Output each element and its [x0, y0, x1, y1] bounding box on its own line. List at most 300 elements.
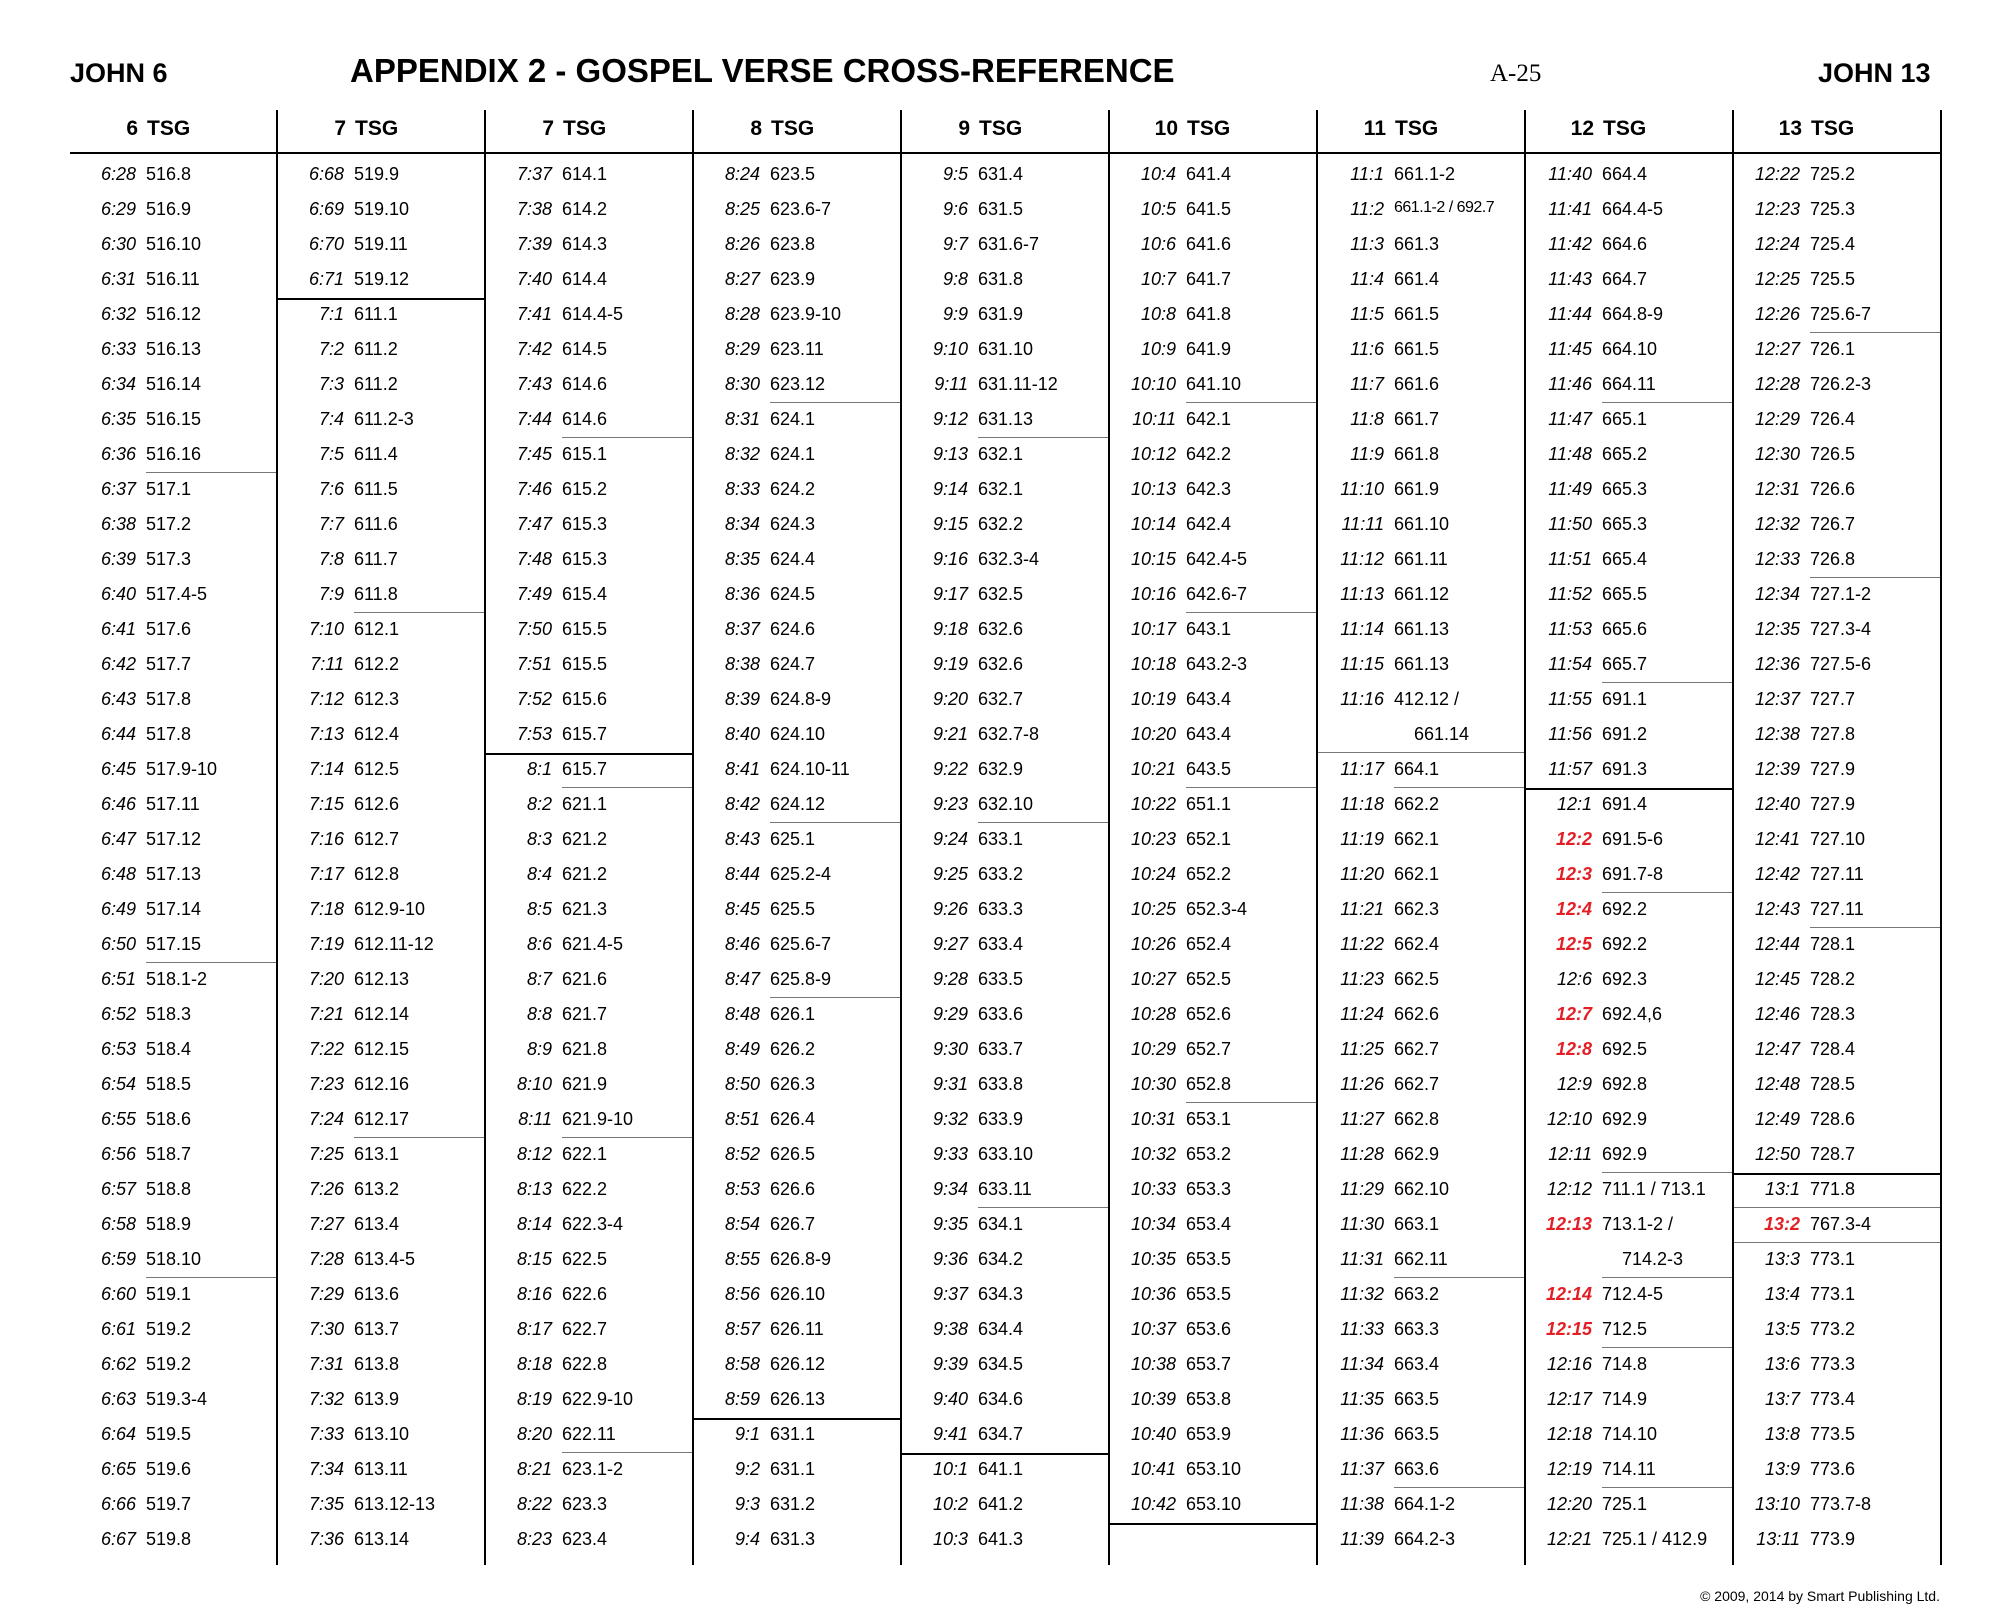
table-row: [694, 1033, 902, 1068]
verse-reference: 12:33: [1754, 549, 1800, 569]
tsg-reference: 712.5: [1602, 1319, 1648, 1339]
verse-reference: 9:24: [932, 829, 968, 849]
table-row: [1734, 683, 1942, 718]
table-row: [70, 193, 278, 228]
table-row: [1734, 753, 1942, 788]
tsg-reference: 614.4-5: [562, 304, 624, 324]
table-row: [1318, 788, 1526, 823]
tsg-reference: 518.5: [146, 1074, 192, 1094]
tsg-reference: 611.7: [354, 549, 398, 569]
verse-reference: 6:70: [308, 234, 344, 254]
verse-reference: 9:6: [942, 199, 968, 219]
verse-reference: 6:48: [100, 864, 136, 884]
tsg-reference: 615.5: [562, 619, 608, 639]
verse-reference: 7:44: [516, 409, 552, 429]
verse-reference: 6:30: [100, 234, 136, 254]
tsg-reference: 633.3: [978, 899, 1024, 919]
column-tsg-label: TSG: [979, 117, 1023, 140]
table-column: [1318, 110, 1526, 1565]
verse-reference: 13:3: [1764, 1249, 1800, 1269]
verse-reference: 7:34: [308, 1459, 344, 1479]
table-row: [70, 683, 278, 718]
table-row: [1110, 858, 1318, 893]
verse-reference: 13:11: [1756, 1529, 1800, 1549]
verse-reference: 11:16: [1340, 689, 1384, 709]
table-row: [278, 1383, 486, 1418]
table-row: [1110, 473, 1318, 508]
tsg-reference: 634.2: [978, 1249, 1024, 1269]
table-row: [694, 473, 902, 508]
verse-reference: 12:22: [1754, 164, 1800, 184]
table-row: [486, 1348, 694, 1383]
tsg-reference: 652.5: [1186, 969, 1232, 989]
verse-reference: 12:9: [1556, 1074, 1592, 1094]
verse-reference: 13:5: [1764, 1319, 1800, 1339]
verse-reference: 8:24: [724, 164, 760, 184]
table-row: [486, 298, 694, 333]
table-row: [1318, 753, 1526, 788]
tsg-reference: 773.2: [1810, 1319, 1856, 1339]
tsg-reference: 622.7: [562, 1319, 608, 1339]
verse-reference: 10:1: [932, 1459, 968, 1479]
verse-reference: 9:10: [932, 339, 968, 359]
table-row: [694, 753, 902, 788]
verse-reference: 9:34: [932, 1179, 968, 1199]
tsg-reference: 664.1-2: [1394, 1494, 1456, 1514]
verse-reference: 6:31: [100, 269, 136, 289]
table-row: [70, 578, 278, 613]
table-row: [1318, 158, 1526, 193]
tsg-reference: 612.2: [354, 654, 400, 674]
verse-reference: 10:31: [1130, 1109, 1176, 1129]
tsg-reference: 623.1-2: [562, 1459, 624, 1479]
verse-reference: 8:18: [516, 1354, 552, 1374]
table-row: [1110, 1348, 1318, 1383]
verse-reference: 10:30: [1130, 1074, 1176, 1094]
verse-reference: 10:36: [1130, 1284, 1176, 1304]
verse-reference: 6:57: [100, 1179, 136, 1199]
tsg-reference: 622.3-4: [562, 1214, 624, 1234]
table-row: [486, 228, 694, 263]
verse-reference: 7:35: [308, 1494, 344, 1514]
tsg-reference: 517.15: [146, 934, 202, 954]
verse-reference: 8:10: [516, 1074, 552, 1094]
tsg-reference: 519.11: [354, 234, 408, 254]
table-row: [278, 1523, 486, 1558]
tsg-reference: 661.13: [1394, 654, 1450, 674]
tsg-reference: 517.8: [146, 689, 192, 709]
verse-reference: 11:5: [1350, 304, 1384, 324]
tsg-reference: 632.9: [978, 759, 1024, 779]
table-row: [70, 508, 278, 543]
tsg-reference: 728.4: [1810, 1039, 1856, 1059]
table-row: [1318, 1348, 1526, 1383]
verse-reference: 11:35: [1340, 1389, 1384, 1409]
verse-reference: 12:4: [1555, 899, 1592, 919]
verse-reference: 10:13: [1130, 479, 1176, 499]
tsg-reference: 612.6: [354, 794, 400, 814]
table-row: [1318, 1243, 1526, 1278]
table-row: [70, 1243, 278, 1278]
verse-reference: 7:29: [308, 1284, 344, 1304]
verse-reference: 6:54: [100, 1074, 136, 1094]
tsg-reference: 633.5: [978, 969, 1024, 989]
table-row: [1110, 753, 1318, 788]
verse-reference: 9:32: [932, 1109, 968, 1129]
cross-reference-table: [70, 110, 1940, 1565]
verse-reference: 11:37: [1340, 1459, 1384, 1479]
tsg-reference: 517.11: [146, 794, 200, 814]
tsg-reference: 518.1-2: [146, 969, 208, 989]
tsg-reference: 615.3: [562, 549, 608, 569]
tsg-reference: 653.6: [1186, 1319, 1232, 1339]
tsg-reference: 662.6: [1394, 1004, 1440, 1024]
verse-reference: 7:47: [516, 514, 552, 534]
tsg-reference: 652.7: [1186, 1039, 1232, 1059]
table-row: [1110, 1523, 1318, 1558]
tsg-reference: 653.1: [1186, 1109, 1232, 1129]
table-row: [1526, 473, 1734, 508]
verse-reference: 7:37: [516, 164, 552, 184]
verse-reference: 7:14: [308, 759, 344, 779]
verse-reference: 8:32: [724, 444, 760, 464]
tsg-reference: 691.1: [1602, 689, 1648, 709]
verse-reference: 6:47: [100, 829, 136, 849]
verse-reference: 10:3: [932, 1529, 968, 1549]
table-row: [486, 1243, 694, 1278]
tsg-reference: 771.8: [1810, 1179, 1856, 1199]
verse-reference: 12:38: [1754, 724, 1800, 744]
verse-reference: 11:11: [1341, 514, 1384, 534]
verse-reference: 8:30: [724, 374, 760, 394]
table-row: [486, 158, 694, 193]
verse-reference: 12:19: [1546, 1459, 1592, 1479]
verse-reference: 11:51: [1548, 549, 1592, 569]
table-row: [1526, 1243, 1734, 1278]
verse-reference: 9:33: [932, 1144, 968, 1164]
tsg-reference: 642.1: [1186, 409, 1232, 429]
tsg-reference: 632.1: [978, 479, 1024, 499]
verse-reference: 10:6: [1140, 234, 1176, 254]
tsg-reference: 622.5: [562, 1249, 608, 1269]
tsg-reference: 621.9-10: [562, 1109, 634, 1129]
table-row: [1734, 823, 1942, 858]
verse-reference: 9:16: [932, 549, 968, 569]
verse-reference: 7:23: [308, 1074, 344, 1094]
table-row: [1526, 543, 1734, 578]
table-row: [902, 1313, 1110, 1348]
tsg-reference: 725.4: [1810, 234, 1856, 254]
table-row: [694, 333, 902, 368]
table-row: [70, 228, 278, 263]
table-row: [1110, 683, 1318, 718]
verse-reference: 7:33: [308, 1424, 344, 1444]
verse-reference: 9:27: [932, 934, 968, 954]
table-row: [1526, 823, 1734, 858]
tsg-reference: 519.8: [146, 1529, 192, 1549]
table-row: [1734, 403, 1942, 438]
verse-reference: 7:16: [308, 829, 344, 849]
verse-reference: 7:11: [310, 654, 344, 674]
verse-reference: 10:28: [1130, 1004, 1176, 1024]
tsg-reference: 631.11-12: [978, 374, 1058, 394]
tsg-reference: 728.1: [1810, 934, 1856, 954]
table-row: [486, 578, 694, 613]
column-divider: [692, 110, 694, 1565]
verse-reference: 7:25: [308, 1144, 344, 1164]
tsg-reference: 728.6: [1810, 1109, 1856, 1129]
table-row: [1110, 718, 1318, 753]
verse-reference: 12:45: [1754, 969, 1800, 989]
table-row: [694, 1348, 902, 1383]
verse-reference: 12:11: [1548, 1144, 1592, 1164]
table-row: [70, 613, 278, 648]
table-row: [1110, 1208, 1318, 1243]
column-header: [694, 110, 902, 154]
tsg-reference: 519.2: [146, 1319, 192, 1339]
verse-reference: 7:8: [318, 549, 344, 569]
verse-reference: 8:13: [516, 1179, 552, 1199]
table-row: [486, 823, 694, 858]
verse-reference: 11:50: [1548, 514, 1592, 534]
verse-reference: 11:48: [1548, 444, 1592, 464]
tsg-reference: 652.3-4: [1186, 899, 1248, 919]
verse-reference: 11:7: [1350, 374, 1384, 394]
table-row: [1526, 1348, 1734, 1383]
tsg-reference: 626.4: [770, 1109, 816, 1129]
table-row: [1110, 298, 1318, 333]
table-row: [1526, 1523, 1734, 1558]
table-row: [1318, 508, 1526, 543]
tsg-reference: 661.9: [1394, 479, 1440, 499]
column-header: [1526, 110, 1734, 154]
tsg-reference: 517.9-10: [146, 759, 218, 779]
table-row: [278, 963, 486, 998]
verse-reference: 6:56: [100, 1144, 136, 1164]
table-row: [1526, 333, 1734, 368]
verse-reference: 13:10: [1754, 1494, 1800, 1514]
tsg-reference: 634.6: [978, 1389, 1024, 1409]
verse-reference: 11:52: [1548, 584, 1592, 604]
table-row: [902, 578, 1110, 613]
verse-reference: 6:36: [100, 444, 136, 464]
tsg-reference: 661.5: [1394, 304, 1440, 324]
verse-reference: 11:18: [1340, 794, 1384, 814]
verse-reference: 9:29: [932, 1004, 968, 1024]
column-chapter-number: 6: [126, 117, 138, 140]
table-row: [1110, 1488, 1318, 1525]
table-row: [1110, 543, 1318, 578]
verse-reference: 11:42: [1548, 234, 1592, 254]
tsg-reference: 727.1-2: [1810, 584, 1872, 604]
tsg-reference: 613.4-5: [354, 1249, 416, 1269]
tsg-reference: 727.9: [1810, 759, 1856, 779]
tsg-reference: 661.12: [1394, 584, 1450, 604]
tsg-reference: 653.3: [1186, 1179, 1232, 1199]
table-row: [694, 1208, 902, 1243]
verse-reference: 11:54: [1548, 654, 1592, 674]
verse-reference: 11:43: [1548, 269, 1592, 289]
table-row: [1526, 1488, 1734, 1523]
verse-reference: 12:24: [1754, 234, 1800, 254]
tsg-reference: 727.11: [1810, 864, 1864, 884]
verse-reference: 12:37: [1754, 689, 1800, 709]
table-row: [694, 928, 902, 963]
table-row: [70, 158, 278, 193]
tsg-reference: 661.1-2 / 692.7: [1394, 199, 1495, 216]
tsg-reference: 773.3: [1810, 1354, 1856, 1374]
tsg-reference: 643.2-3: [1186, 654, 1248, 674]
verse-reference: 10:2: [932, 1494, 968, 1514]
tsg-reference: 653.10: [1186, 1459, 1242, 1479]
verse-reference: 10:32: [1130, 1144, 1176, 1164]
table-column: [486, 110, 694, 1565]
verse-reference: 6:71: [308, 269, 344, 289]
table-row: [902, 1523, 1110, 1558]
verse-reference: 6:39: [100, 549, 136, 569]
tsg-reference: 622.1: [562, 1144, 608, 1164]
verse-reference: 12:6: [1556, 969, 1592, 989]
verse-reference: 7:30: [308, 1319, 344, 1339]
tsg-reference: 613.14: [354, 1529, 410, 1549]
verse-reference: 7:32: [308, 1389, 344, 1409]
table-row: [278, 1173, 486, 1208]
table-row: [1526, 998, 1734, 1033]
tsg-reference: 767.3-4: [1810, 1214, 1872, 1234]
tsg-reference: 631.2: [770, 1494, 816, 1514]
verse-reference: 7:13: [308, 724, 344, 744]
verse-reference: 10:19: [1130, 689, 1176, 709]
verse-reference: 6:58: [100, 1214, 136, 1234]
tsg-reference: 612.4: [354, 724, 400, 744]
column-header: [1318, 110, 1526, 154]
verse-reference: 9:2: [734, 1459, 760, 1479]
table-row: [1526, 228, 1734, 263]
tsg-reference: 613.7: [354, 1319, 400, 1339]
table-row: [1318, 1033, 1526, 1068]
verse-reference: 7:5: [318, 444, 344, 464]
table-row: [1734, 928, 1942, 963]
table-row: [278, 333, 486, 368]
tsg-reference: 519.3-4: [146, 1389, 208, 1409]
tsg-reference: 518.7: [146, 1144, 192, 1164]
table-row: [1110, 1313, 1318, 1348]
column-tsg-label: TSG: [147, 117, 191, 140]
table-row: [486, 613, 694, 648]
table-row: [902, 1033, 1110, 1068]
tsg-reference: 626.7: [770, 1214, 816, 1234]
tsg-reference: 641.9: [1186, 339, 1232, 359]
verse-reference: 6:63: [100, 1389, 136, 1409]
tsg-reference: 634.5: [978, 1354, 1024, 1374]
verse-reference: 8:52: [724, 1144, 760, 1164]
table-row: [486, 1068, 694, 1103]
table-row: [486, 893, 694, 928]
verse-reference: 13:1: [1764, 1179, 1800, 1199]
table-row: [1110, 158, 1318, 193]
tsg-reference: 653.5: [1186, 1249, 1232, 1269]
column-chapter-number: 11: [1363, 117, 1386, 140]
table-row: [70, 1348, 278, 1383]
table-row: [486, 683, 694, 718]
verse-reference: 8:57: [724, 1319, 760, 1339]
tsg-reference: 614.2: [562, 199, 608, 219]
table-column: [902, 110, 1110, 1565]
tsg-reference: 692.9: [1602, 1109, 1648, 1129]
verse-reference: 13:9: [1764, 1459, 1800, 1479]
tsg-reference: 665.2: [1602, 444, 1648, 464]
table-row: [1734, 368, 1942, 403]
table-row: [902, 718, 1110, 753]
tsg-reference: 626.12: [770, 1354, 826, 1374]
verse-reference: 9:21: [932, 724, 968, 744]
tsg-reference: 518.6: [146, 1109, 192, 1129]
table-row: [278, 578, 486, 613]
tsg-reference: 643.1: [1186, 619, 1232, 639]
tsg-reference: 632.2: [978, 514, 1024, 534]
table-row: [1110, 613, 1318, 648]
verse-reference: 12:35: [1754, 619, 1800, 639]
table-row: [1526, 193, 1734, 228]
table-row: [1734, 788, 1942, 823]
table-row: [1734, 543, 1942, 578]
table-row: [1110, 1103, 1318, 1138]
tsg-reference: 727.8: [1810, 724, 1856, 744]
tsg-reference: 727.5-6: [1810, 654, 1872, 674]
table-row: [278, 1138, 486, 1173]
table-row: [486, 543, 694, 578]
verse-reference: 7:4: [318, 409, 344, 429]
table-row: [1526, 578, 1734, 613]
tsg-reference: 517.7: [146, 654, 192, 674]
tsg-reference: 624.12: [770, 794, 826, 814]
column-divider: [1316, 110, 1318, 1565]
table-row: [70, 1033, 278, 1068]
table-row: [1318, 998, 1526, 1033]
tsg-reference: 632.5: [978, 584, 1024, 604]
verse-reference: 12:30: [1754, 444, 1800, 464]
verse-reference: 11:17: [1340, 759, 1384, 779]
verse-reference: 8:28: [724, 304, 760, 324]
tsg-reference: 653.7: [1186, 1354, 1232, 1374]
verse-reference: 6:52: [100, 1004, 136, 1024]
tsg-reference: 626.5: [770, 1144, 816, 1164]
tsg-reference: 662.9: [1394, 1144, 1440, 1164]
tsg-reference: 615.4: [562, 584, 608, 604]
tsg-reference: 632.6: [978, 654, 1024, 674]
tsg-reference: 518.9: [146, 1214, 192, 1234]
verse-reference: 9:23: [932, 794, 968, 814]
verse-reference: 8:25: [724, 199, 760, 219]
table-row: [70, 753, 278, 788]
tsg-reference: 517.1: [146, 479, 192, 499]
tsg-reference: 624.1: [770, 409, 816, 429]
table-row: [278, 193, 486, 228]
verse-reference: 12:7: [1555, 1004, 1592, 1024]
tsg-reference: 643.4: [1186, 689, 1232, 709]
verse-reference: 6:51: [100, 969, 136, 989]
verse-reference: 11:21: [1340, 899, 1384, 919]
tsg-reference: 633.9: [978, 1109, 1024, 1129]
tsg-reference: 621.4-5: [562, 934, 624, 954]
table-row: [694, 858, 902, 893]
table-row: [1734, 613, 1942, 648]
verse-reference: 11:10: [1340, 479, 1384, 499]
column-tsg-label: TSG: [771, 117, 815, 140]
table-row: [1110, 1033, 1318, 1068]
tsg-reference: 662.3: [1394, 899, 1440, 919]
table-row: [1526, 893, 1734, 928]
